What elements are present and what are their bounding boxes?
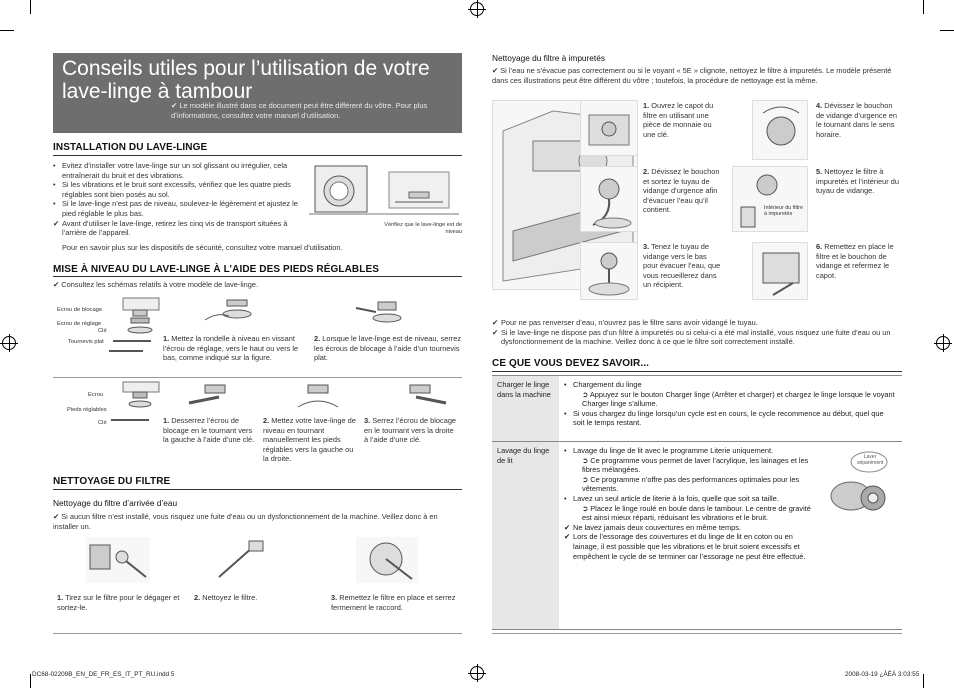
label-nut: Ecrou (88, 392, 104, 398)
coin-icon (581, 101, 638, 156)
drain-step1-illustration (580, 100, 638, 156)
crop-mark (30, 674, 31, 688)
leveling-step1-illustration (197, 296, 269, 330)
header-note: ✔ Le modèle illustré dans ce document peut être différent du vôtre. Pour plus d’informations, consultez votre manuel d’utilisation. (171, 101, 428, 120)
faucet-icon (356, 537, 418, 583)
leveling-step-1: 1. Mettez la rondelle à niveau en vissant l’écrou de réglage, vers le haut ou vers le bas, comme indiqué sur la figure. (163, 334, 299, 363)
section-heading-installation: INSTALLATION DU LAVE-LINGE (53, 142, 208, 153)
drain-warnings: ✔ Pour ne pas renverser d’eau, n’ouvrez pas le filtre sans avoir vidangé le tuyau. ✔ Si le lave-linge ne dispose pas d’un filtre à impuretés ou si celui-ci a été mal installé, vous risquez une fuite d’eau ou un dysfonctionnement de la machine. Veillez donc à ce que le filtre soit correctement installé. (492, 318, 902, 347)
leveling2-step2-illustration (288, 381, 348, 413)
crop-mark (940, 30, 954, 31)
registration-mark-icon (470, 2, 484, 16)
drain-step6-illustration (752, 242, 808, 300)
wrench-icon (390, 381, 450, 413)
label-feet: Pieds réglables (67, 407, 107, 413)
cover-close-icon (753, 243, 808, 300)
label-wrench-2: Clé (98, 420, 107, 426)
inlet-step-3: 3. Remettez le filtre en place et serrez fermement le raccord. (331, 593, 456, 612)
section-heading-know: CE QUE VOUS DEVEZ SAVOIR... (492, 358, 649, 369)
washer-level-illustration (309, 162, 459, 220)
label-wrench: Clé (98, 328, 107, 334)
wrench-icon (185, 381, 245, 413)
drain-step3-illustration (580, 242, 638, 300)
label-adjust-nut: Ecrou de réglage (57, 321, 102, 327)
washing-machine-icon (309, 162, 459, 220)
drain-step4-illustration (752, 100, 808, 160)
drain-step-6: 6. Remettez en place le filtre et le bouchon de vidange et refermez le capot. (816, 242, 894, 280)
table-row: Lavage du linge de lit • Lavage du linge de lit avec le programme Literie uniquement. ➲ Ce programme vous permet de laver l’acrylique, les lainages et les fibres mélangées. ➲ Ce programme n’offre pas des performances optimales pour les vêtements. • Lavez un seul article de literie à la fois, quelle que soit sa taille. ➲ Placez le linge roulé en boule dans le tambour. Le centre de gravité est ainsi mieux réparti, réduisant les vibrations et le bruit. ✔ Ne lavez jamais deux couvertures en même temps. ✔ Lors de l’essorage des couvertures et du linge de lit en coton ou en lainage, il est possible que les vibrations et le bruit soient excessifs et empêchent le cycle de se terminer car l’essorage ne peut être effectué. Laver séparément (492, 442, 902, 630)
inlet-step1-illustration (86, 537, 150, 583)
registration-mark-icon (2, 336, 16, 350)
page-title: Conseils utiles pour l’utilisation de votre lave-linge à tambour (62, 57, 430, 103)
drain-step-1: 1. Ouvrez le capot du filtre en utilisant une pièce de monnaie ou une clé. (643, 101, 714, 139)
inlet-step3-illustration (356, 537, 418, 583)
info-table (492, 375, 902, 630)
label-screwdriver: Tournevis plat (68, 339, 104, 345)
install-extra: Pour en savoir plus sur les dispositifs de sécurité, consultez votre manuel d’utilisation. (62, 243, 343, 252)
subheading-drain-filter: Nettoyage du filtre à impuretés (492, 53, 605, 63)
footer-file: DC68-02209B_EN_DE_FR_ES_IT_PT_RU.indd 5 (32, 671, 175, 678)
crop-mark (0, 30, 14, 31)
drain-step-4: 4. Dévissez le bouchon de vidange d’urgence en le tournant dans le sens horaire. (816, 101, 897, 139)
leveling-step2-illustration (350, 296, 420, 330)
label-lock-nut: Ecrou de blocage (57, 307, 103, 313)
section-heading-filter: NETTOYAGE DU FILTRE (53, 476, 171, 487)
leveling2-step-1: 1. Desserrez l’écrou de blocage en le tournant vers la gauche à l’aide d’une clé. (163, 416, 255, 445)
install-list: • Evitez d’installer votre lave-linge sur un sol glissant ou irrégulier, cela entraînerait du bruit et des vibrations. • Si les vibrations et le bruit sont excessifs, vérifiez que les quatre pieds réglables sont bien posés au sol. • Si le lave-linge n’est pas de niveau, soulevez-le légèrement et ajustez le pied réglable le plus bas. ✔ Avant d’utiliser le lave-linge, retirez les cinq vis de transport situées à l’arrière de l’appareil. (53, 161, 301, 238)
title-banner (53, 53, 462, 133)
leveling-note: ✔ Consultez les schémas relatifs à votre modèle de lave-linge. (53, 280, 259, 289)
cap-turn-icon (753, 101, 808, 160)
drain-step2-illustration (580, 166, 638, 232)
inlet-step2-illustration (213, 537, 273, 583)
bubble-text: Laver séparément (857, 454, 884, 466)
crop-mark (923, 0, 924, 14)
leveling2-step1-illustration (185, 381, 245, 413)
pliers-icon (86, 537, 150, 583)
filter-icon (733, 167, 808, 232)
drain-hose-icon (581, 167, 638, 232)
drain-step-3: 3. Tenez le tuyau de vidange vers le bas pour évacuer l’eau, que vous recueillerez dans un récipient. (643, 242, 721, 290)
crop-mark (923, 674, 924, 688)
bowl-icon (581, 243, 638, 300)
drain-step-2: 2. Dévissez le bouchon et sortez le tuyau de vidange d’urgence afin d’évacuer l’eau qu’il contient. (643, 167, 720, 215)
install-caption: Vérifiez que le lave-linge est de niveau (384, 222, 462, 235)
wrench-hand-icon (197, 296, 269, 330)
subheading-inlet-filter: Nettoyage du filtre d’arrivée d’eau (53, 498, 178, 508)
footer-date: 2008-03-19 ¿ÀÈÄ 3:03:55 (845, 671, 920, 678)
leveling2-step-2: 2. Mettez votre lave-linge de niveau en tournant manuellement les pieds réglables vers la gauche ou la droite. (263, 416, 356, 464)
drain-filter-note: ✔ Si l’eau ne s’évacue pas correctement ou si le voyant « 5E » clignote, nettoyez le filtre à impuretés. Le modèle présenté dans ces illustrations peut être différent du vôtre ; toutefois, la procédure de nettoyage est la même. (492, 66, 892, 85)
table-row: Charger le linge dans la machine • Chargement du linge ➲ Appuyez sur le bouton Charger linge (Arrêter et charger) et chargez le linge lorsque le voyant Charger linge s’allume. • Si vous chargez du linge lorsqu’un cycle est en cours, le cycle recommence au début, quel que soit le temps restant. (492, 376, 902, 442)
row-label-bedding: Lavage du linge de lit (492, 442, 559, 630)
label-inner-filter: Intérieur du filtre à impuretés (764, 205, 803, 218)
inlet-step-2: 2. Nettoyez le filtre. (194, 593, 258, 602)
row-label-load: Charger le linge dans la machine (492, 376, 559, 442)
brush-icon (213, 537, 273, 583)
drain-step5-illustration (732, 166, 808, 232)
inlet-step-1: 1. Tirez sur le filtre pour le dégager et sortez-le. (57, 593, 180, 612)
registration-mark-icon (470, 666, 484, 680)
leveling2-step-3: 3. Serrez l’écrou de blocage en le tournant vers la droite à l’aide d’une clé. (364, 416, 457, 445)
crop-mark (30, 0, 31, 14)
screwdriver-hand-icon (350, 296, 420, 330)
section-heading-leveling: MISE À NIVEAU DU LAVE-LINGE À L’AIDE DES PIEDS RÉGLABLES (53, 264, 380, 275)
registration-mark-icon (936, 336, 950, 350)
bedding-illustration (813, 446, 889, 516)
inlet-filter-note: ✔ Si aucun filtre n’est installé, vous risquez une fuite d’eau ou un dysfonctionnement de la machine. Veillez donc à en installer un. (53, 512, 438, 531)
leveling-step-2: 2. Lorsque le lave-linge est de niveau, serrez les écrous de blocage à l’aide d’un tournevis plat. (314, 334, 462, 363)
drain-step-5: 5. Nettoyez le filtre à impuretés et l’intérieur du tuyau de vidange. (816, 167, 899, 196)
leveling2-step3-illustration (390, 381, 450, 413)
hand-turn-icon (288, 381, 348, 413)
